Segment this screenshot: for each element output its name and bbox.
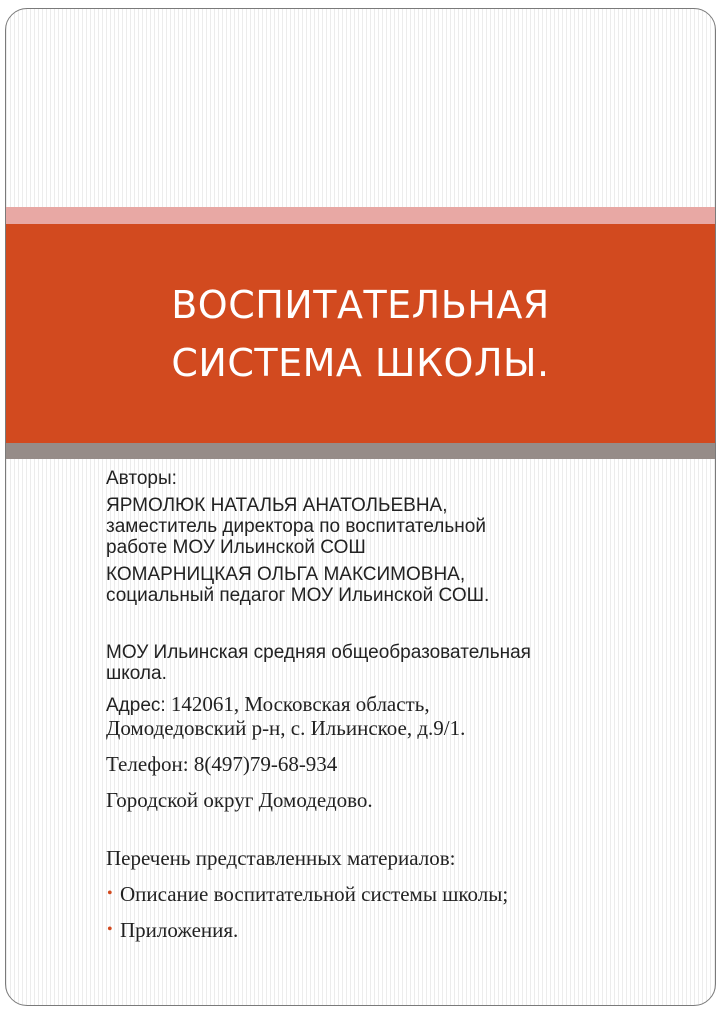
gray-band (6, 443, 715, 459)
title-line-2: СИСТЕМА ШКОЛЫ. (171, 340, 550, 385)
address-label: Адрес: (106, 695, 166, 716)
pink-band (6, 207, 715, 224)
title-line-1: ВОСПИТАТЕЛЬНАЯ (171, 282, 550, 327)
school-section (106, 642, 696, 812)
author-2-role: социальный педагог МОУ Ильинской СОШ. (106, 585, 490, 606)
author-1-role-line-2: работе МОУ Ильинской СОШ (106, 537, 366, 558)
school-address-line-1 (106, 692, 696, 716)
author-1-name: ЯРМОЛЮК НАТАЛЬЯ АНАТОЛЬЕВНА, (106, 495, 448, 516)
school-name-line-2: школа. (106, 663, 167, 684)
school-district: Городской округ Домодедово. (106, 788, 373, 812)
materials-item (106, 918, 696, 942)
school-address-line-2: Домодедовский р-н, с. Ильинское, д.9/1. (106, 716, 466, 740)
title-band (6, 224, 715, 443)
materials-item-text: Приложения. (120, 918, 239, 942)
school-phone: Телефон: 8(497)79-68-934 (106, 752, 338, 776)
slide-title (171, 276, 550, 392)
bullet-icon: • (107, 921, 113, 938)
author-2-name: КОМАРНИЦКАЯ ОЛЬГА МАКСИМОВНА, (106, 564, 466, 585)
address-value: 142061, Московская область, (170, 692, 430, 716)
materials-item-text: Описание воспитательной системы школы; (120, 882, 509, 906)
slide-content (106, 468, 696, 942)
materials-item (106, 882, 696, 906)
authors-section (106, 468, 696, 606)
bullet-icon: • (107, 885, 113, 902)
author-1-role-line-1: заместитель директора по воспитательной (106, 516, 486, 537)
materials-section (106, 846, 696, 942)
materials-heading: Перечень представленных материалов: (106, 846, 456, 870)
school-name-line-1: МОУ Ильинская средняя общеобразовательная (106, 642, 531, 663)
authors-heading: Авторы: (106, 468, 177, 489)
